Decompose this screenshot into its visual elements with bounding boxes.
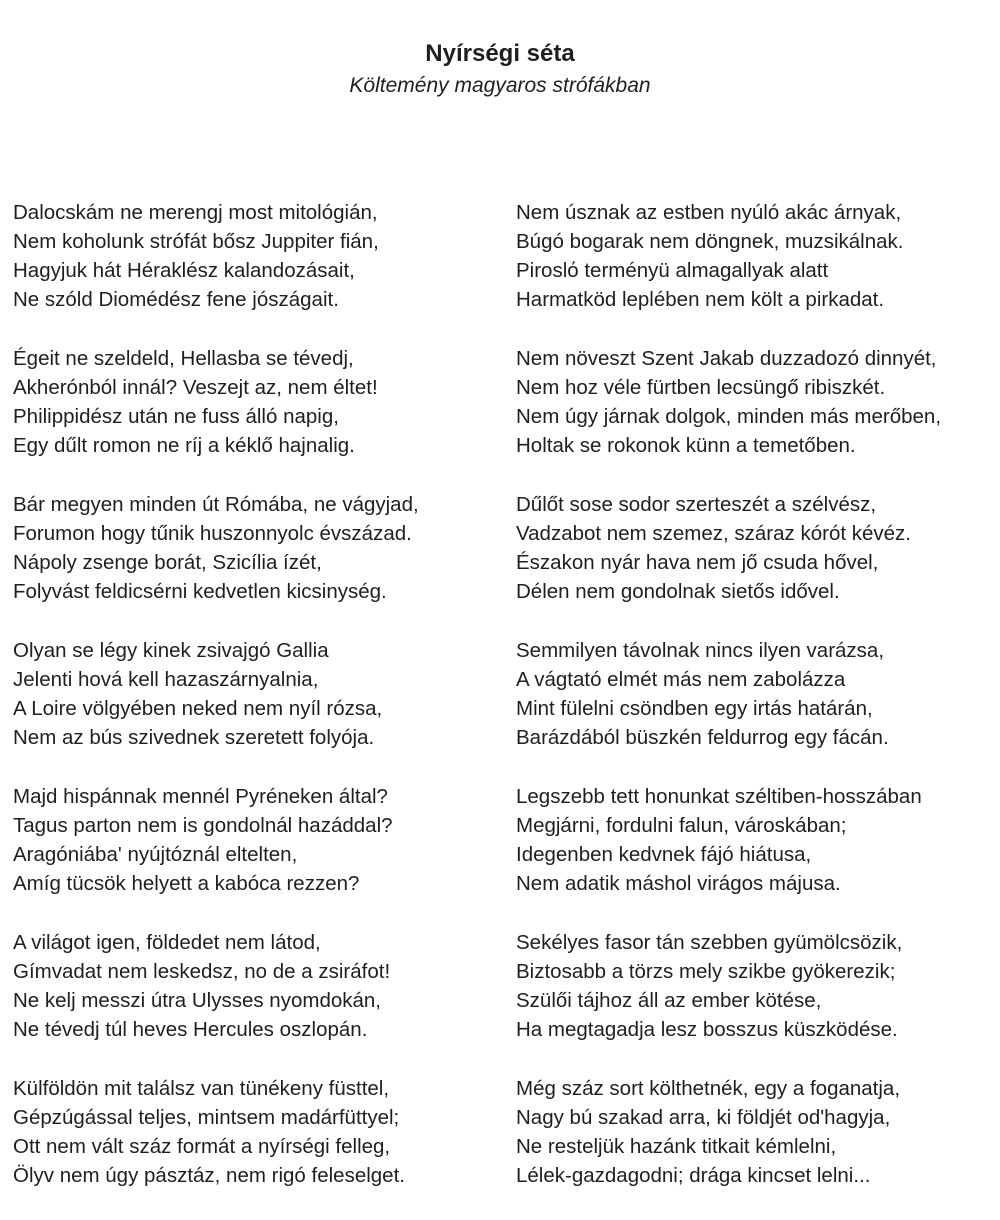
verse-line: Akherónból innál? Veszejt az, nem éltet! (13, 376, 378, 399)
verse-line: Gépzúgással teljes, mintsem madárfüttyel; (13, 1106, 400, 1129)
stanza (516, 1074, 996, 1190)
poem-subtitle: Költemény magyaros strófákban (349, 74, 651, 97)
verse-line: Dűlőt sose sodor szerteszét a szélvész, (516, 493, 877, 516)
poem-header (0, 38, 1000, 102)
verse-line: Biztosabb a törzs mely szikbe gyökerezik; (516, 960, 896, 983)
verse-line: Amíg tücsök helyett a kabóca rezzen? (13, 872, 360, 895)
verse-line: Sekélyes fasor tán szebben gyümölcsözik, (516, 931, 903, 954)
verse-line: Nem hoz véle fürtben lecsüngő ribiszkét. (516, 376, 886, 399)
stanza (13, 928, 493, 1044)
stanza (516, 928, 996, 1044)
verse-line: Legszebb tett honunkat széltiben-hosszában (516, 785, 922, 808)
verse-line: Ölyv nem úgy pásztáz, nem rigó feleselget. (13, 1164, 405, 1187)
verse-line: Mint fülelni csöndben egy irtás határán, (516, 697, 873, 720)
stanza (516, 198, 996, 314)
verse-line: Majd hispánnak mennél Pyréneken által? (13, 785, 388, 808)
verse-line: Nem növeszt Szent Jakab duzzadozó dinnyét, (516, 347, 937, 370)
verse-line: Ha megtagadja lesz bosszus küszködése. (516, 1018, 898, 1041)
verse-line: Északon nyár hava nem jő csuda hővel, (516, 551, 879, 574)
stanza (13, 198, 493, 314)
verse-line: Egy dűlt romon ne ríj a kéklő hajnalig. (13, 434, 355, 457)
stanza (13, 490, 493, 606)
verse-line: Folyvást feldicsérni kedvetlen kicsinység. (13, 580, 387, 603)
verse-line: Harmatköd leplében nem költ a pirkadat. (516, 288, 885, 311)
verse-line: Nápoly zsenge borát, Szicília ízét, (13, 551, 322, 574)
verse-line: Tagus parton nem is gondolnál hazáddal? (13, 814, 393, 837)
verse-line: Égeit ne szeldeld, Hellasba se tévedj, (13, 347, 354, 370)
verse-line: Idegenben kedvnek fájó hiátusa, (516, 843, 812, 866)
verse-line: Nem úsznak az estben nyúló akác árnyak, (516, 201, 902, 224)
verse-line: Vadzabot nem szemez, száraz kórót kévéz. (516, 522, 911, 545)
verse-line: Nem koholunk strófát bősz Juppiter fián, (13, 230, 379, 253)
stanza (13, 1074, 493, 1190)
verse-line: Nem úgy járnak dolgok, minden más merőben, (516, 405, 942, 428)
verse-line: A világot igen, földedet nem látod, (13, 931, 321, 954)
verse-line: Barázdából büszkén feldurrog egy fácán. (516, 726, 889, 749)
right-column (516, 198, 996, 1220)
verse-line: Nem adatik máshol virágos májusa. (516, 872, 841, 895)
verse-line: Holtak se rokonok künn a temetőben. (516, 434, 856, 457)
verse-line: Szülői tájhoz áll az ember kötése, (516, 989, 822, 1012)
stanza (13, 344, 493, 460)
verse-line: Nem az bús szivednek szeretett folyója. (13, 726, 375, 749)
left-column (13, 198, 493, 1220)
stanza (13, 782, 493, 898)
verse-line: Aragóniába' nyújtóznál eltelten, (13, 843, 298, 866)
verse-line: Hagyjuk hát Héraklész kalandozásait, (13, 259, 355, 282)
verse-line: Bár megyen minden út Rómába, ne vágyjad, (13, 493, 419, 516)
poem-title: Nyírségi séta (425, 40, 575, 67)
verse-line: Semmilyen távolnak nincs ilyen varázsa, (516, 639, 885, 662)
stanza (516, 490, 996, 606)
verse-line: Nagy bú szakad arra, ki földjét od'hagyja, (516, 1106, 891, 1129)
verse-line: Ott nem vált száz formát a nyírségi felleg, (13, 1135, 391, 1158)
verse-line: Külföldön mit találsz van tünékeny füsttel, (13, 1077, 390, 1100)
verse-line: Gímvadat nem leskedsz, no de a zsiráfot! (13, 960, 391, 983)
verse-line: Délen nem gondolnak sietős idővel. (516, 580, 840, 603)
stanza (516, 344, 996, 460)
verse-line: Lélek-gazdagodni; drága kincset lelni... (516, 1164, 871, 1187)
verse-line: Ne resteljük hazánk titkait kémlelni, (516, 1135, 837, 1158)
verse-line: Dalocskám ne merengj most mitológián, (13, 201, 378, 224)
verse-line: A Loire völgyében neked nem nyíl rózsa, (13, 697, 383, 720)
verse-line: A vágtató elmét más nem zabolázza (516, 668, 846, 691)
stanza (516, 782, 996, 898)
verse-line: Ne kelj messzi útra Ulysses nyomdokán, (13, 989, 381, 1012)
verse-line: Ne szóld Diomédész fene jószágait. (13, 288, 339, 311)
verse-line: Búgó bogarak nem döngnek, muzsikálnak. (516, 230, 904, 253)
stanza (13, 636, 493, 752)
verse-line: Philippidész után ne fuss álló napig, (13, 405, 339, 428)
verse-line: Még száz sort költhetnék, egy a foganatja, (516, 1077, 901, 1100)
verse-line: Jelenti hová kell hazaszárnyalnia, (13, 668, 319, 691)
verse-line: Piroslό terményü almagallyak alatt (516, 259, 829, 282)
verse-line: Forumon hogy tűnik huszonnyolc évszázad. (13, 522, 412, 545)
verse-line: Olyan se légy kinek zsivajgó Gallia (13, 639, 329, 662)
stanza (516, 636, 996, 752)
verse-line: Ne tévedj túl heves Hercules oszlopán. (13, 1018, 368, 1041)
verse-line: Megjárni, fordulni falun, városkában; (516, 814, 847, 837)
